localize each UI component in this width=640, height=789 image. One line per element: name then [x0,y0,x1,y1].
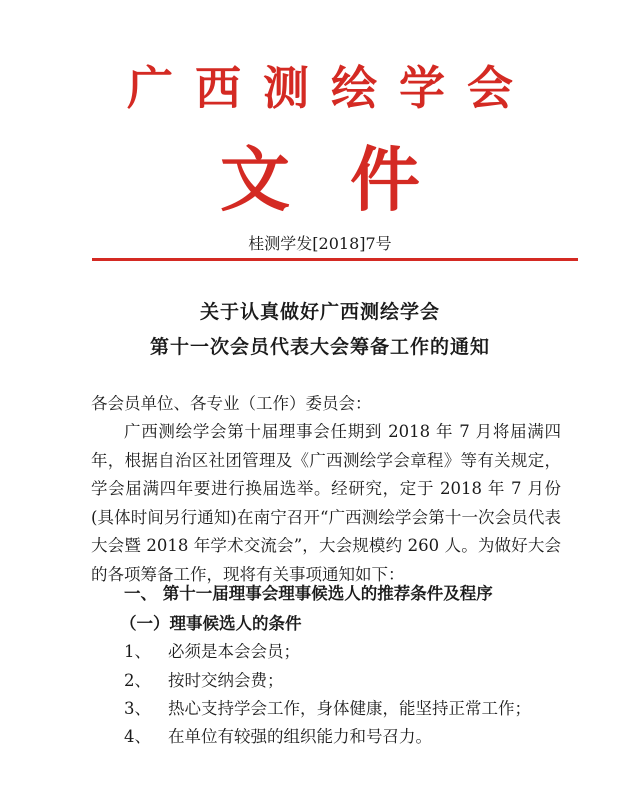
document-type-title: 文件 [220,138,480,221]
list-item-text: 热心支持学会工作，身体健康，能坚持正常工作； [168,699,531,718]
list-item-number: 4、 [124,727,151,746]
list-item [124,667,284,691]
salutation: 各会员单位、各专业（工作）委员会： [91,394,372,413]
red-divider-line [92,258,578,261]
notice-title-line-1: 关于认真做好广西测绘学会 [199,301,440,323]
list-item-text: 按时交纳会费； [168,671,284,690]
list-item-text: 在单位有较强的组织能力和号召力。 [168,727,432,746]
list-item-number: 1、 [124,642,151,661]
list-item [124,638,300,662]
organization-title: 广西测绘学会 [127,61,535,115]
list-item-text: 必须是本会会员； [168,642,300,661]
list-item [124,695,531,719]
document-number: 桂测学发[2018]7号 [248,234,392,253]
section-heading: 一、 第十一届理事会理事候选人的推荐条件及程序 [124,584,493,603]
subsection-heading: （一）理事候选人的条件 [120,614,302,633]
list-item-number: 3、 [124,699,151,718]
list-item-number: 2、 [124,671,151,690]
body-paragraph: 广西测绘学会第十届理事会任期到 2018 年 7 月将届满四年，根据自治区社团管理及《广西测绘学会章程》等有关规定，学会届满四年要进行换届选举。经研究，定于 2018 年 7 月份(具体时间另行通知)在南宁召开“广西测绘学会第十一次会员代表大会暨 2018 年学术交流会”，大会规模约 260 人。为做好大会的各项筹备工作，现将有关事项通知如下： [91,422,561,584]
notice-title-line-2: 第十一次会员代表大会筹备工作的通知 [149,336,490,358]
list-item [124,723,432,747]
